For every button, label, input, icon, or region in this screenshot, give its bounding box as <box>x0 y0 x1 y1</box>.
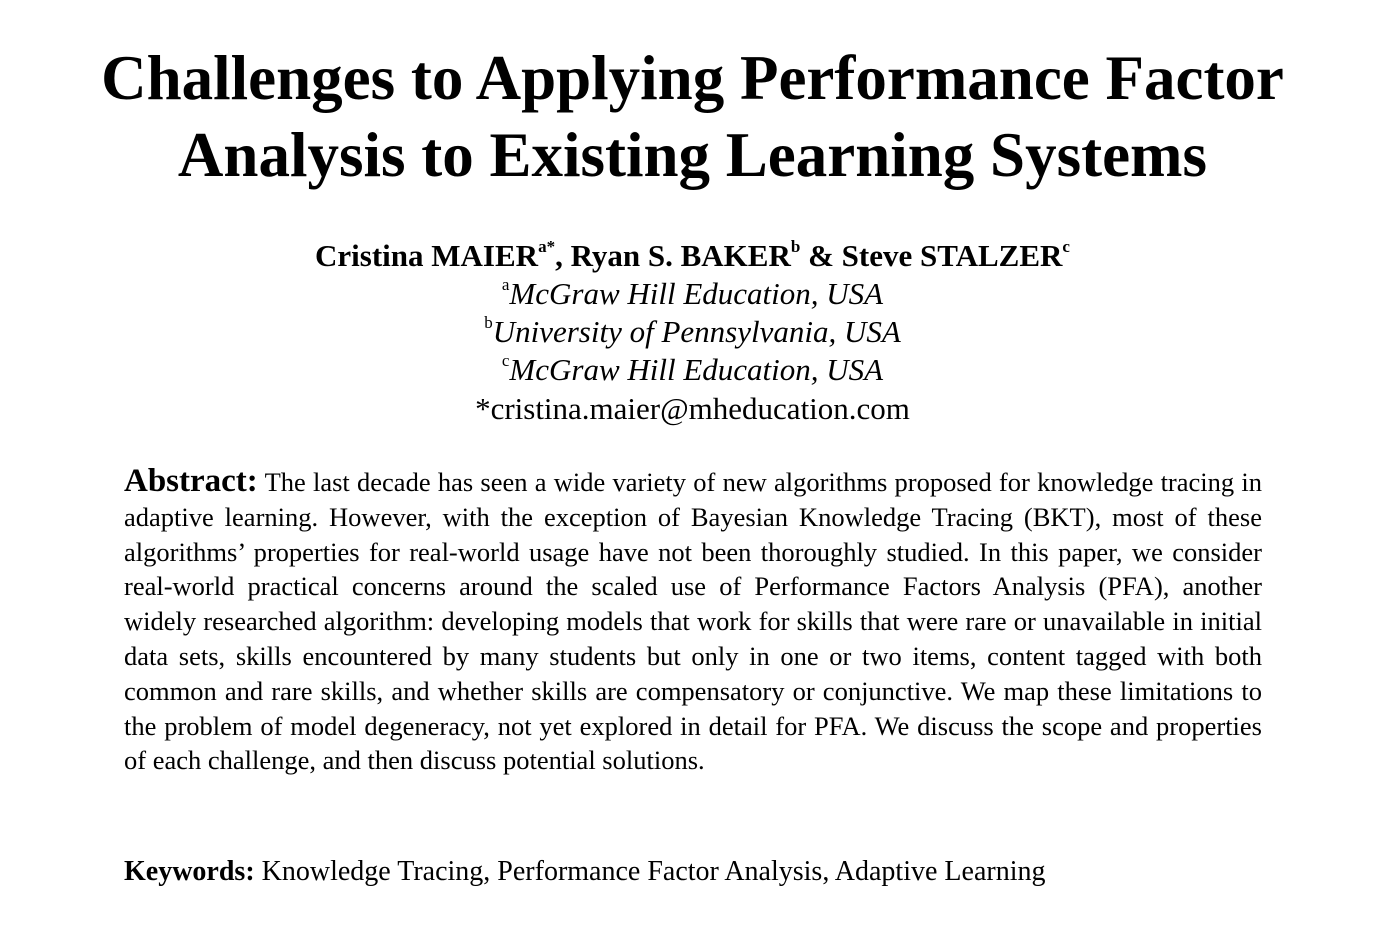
author-name: Ryan S. BAKER <box>570 238 791 273</box>
keywords-line <box>124 854 1262 890</box>
abstract-label: Abstract: <box>124 463 258 499</box>
author-name: Steve STALZER <box>841 238 1063 273</box>
affiliation-mark: b <box>484 312 493 332</box>
affiliation <box>0 313 1380 351</box>
paper-title: Challenges to Applying Performance Factor Analysis to Existing Learning Systems <box>101 43 1284 190</box>
affiliation <box>0 351 1380 389</box>
author-superscript: b <box>790 236 801 256</box>
keywords-text: Knowledge Tracing, Performance Factor Analysis, Adaptive Learning <box>261 856 1046 887</box>
author-separator: , <box>555 238 571 273</box>
author-line <box>0 236 1380 276</box>
contact-email: *cristina.maier@mheducation.com <box>475 391 910 426</box>
affiliation-text: University of Pennsylvania, USA <box>492 314 901 349</box>
affiliation-text: McGraw Hill Education, USA <box>509 352 884 387</box>
affiliation-mark: c <box>501 350 510 370</box>
author-separator: & <box>800 238 842 273</box>
author-superscript: c <box>1062 236 1070 256</box>
author-name: Cristina MAIER <box>315 238 539 273</box>
abstract-text: The last decade has seen a wide variety of new algorithms proposed for knowledge tracing in adaptive learning. However, with the exception of Bayesian Knowledge Tracing (BKT), most of these algorithms’ properties for real-world usage have not been thoroughly studied. In this paper, we consider real-world practical concerns around the scaled use of Performance Factors Analysis (PFA), another widely researched algorithm: developing models that work for skills that were rare or unavailable in initial data sets, skills encountered by many students but only in one or two items, content tagged with both common and rare skills, and whether skills are compensatory or conjunctive. We map these limitations to the problem of model degeneracy, not yet explored in detail for PFA. We discuss the scope and properties of each challenge, and then discuss potential solutions. <box>124 467 1262 776</box>
affiliation <box>0 275 1380 313</box>
author-superscript: a* <box>538 236 556 256</box>
affiliation-text: McGraw Hill Education, USA <box>509 276 884 311</box>
keywords-label: Keywords: <box>124 856 255 887</box>
abstract-paragraph <box>124 464 1262 778</box>
affiliation-mark: a <box>501 274 510 294</box>
